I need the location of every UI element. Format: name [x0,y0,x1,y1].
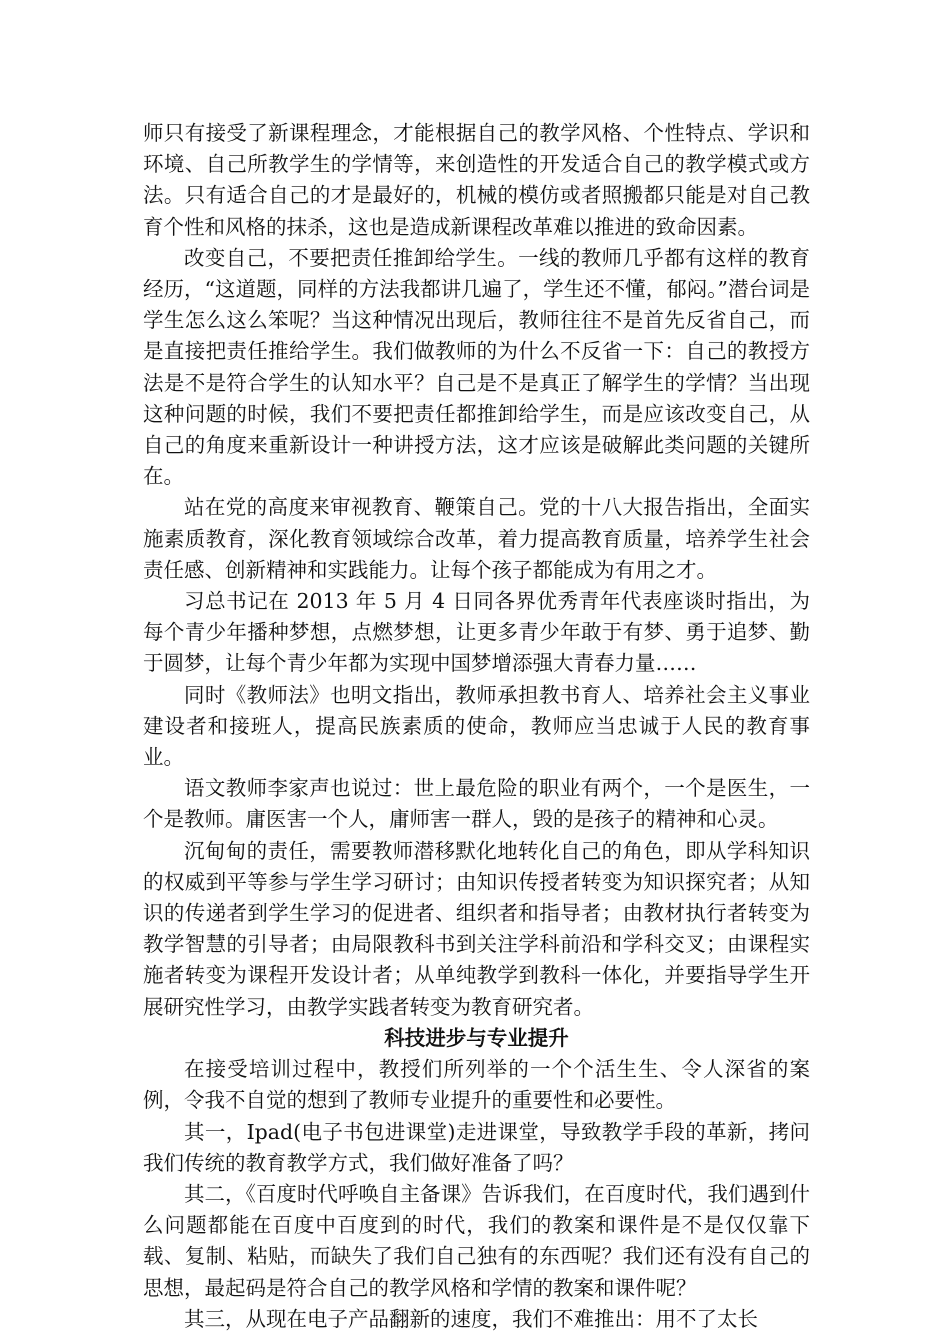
paragraph-5: 同时《教师法》也明文指出，教师承担教书育人、培养社会主义事业建设者和接班人，提高民族素质的使命，教师应当忠诚于人民的教育事业。 [143,682,810,770]
paragraph-4: 习总书记在 2013 年 5 月 4 日同各界优秀青年代表座谈时指出，为每个青少年播种梦想，点燃梦想，让更多青少年敢于有梦、勇于追梦、勤于圆梦，让每个青少年都为实现中国梦增添强大青春力量…… [143,589,810,676]
paragraph-10: 其二，《百度时代呼唤自主备课》告诉我们，在百度时代，我们遇到什么问题都能在百度中百度到的时代，我们的教案和课件是不是仅仅靠下载、复制、粘贴，而缺失了我们自己独有的东西呢？我们还有没有自己的思想，最起码是符合自己的教学风格和学情的教案和课件呢？ [143,1181,810,1300]
paragraph-9: 其一，Ipad(电子书包进课堂)走进课堂，导致教学手段的革新，拷问我们传统的教育教学方式，我们做好准备了吗？ [143,1119,810,1175]
paragraph-3: 站在党的高度来审视教育、鞭策自己。党的十八大报告指出，全面实施素质教育，深化教育领域综合改革，着力提高教育质量，培养学生社会责任感、创新精神和实践能力。让每个孩子都能成为有用之才。 [143,495,810,582]
paragraph-11: 其三，从现在电子产品翻新的速度，我们不难推出：用不了太长 [184,1306,758,1331]
paragraph-8: 在接受培训过程中，教授们所列举的一个个活生生、令人深省的案例，令我不自觉的想到了教师专业提升的重要性和必要性。 [143,1057,810,1113]
paragraph-6: 语文教师李家声也说过：世上最危险的职业有两个，一个是医生，一个是教师。庸医害一个人，庸师害一群人，毁的是孩子的精神和心灵。 [143,776,810,832]
paragraph-7: 沉甸甸的责任，需要教师潜移默化地转化自己的角色，即从学科知识的权威到平等参与学生学习研讨；由知识传授者转变为知识探究者；从知识的传递者到学生学习的促进者、组织者和指导者；由教材执行者转变为教学智慧的引导者；由局限教科书到关注学科前沿和学科交叉；由课程实施者转变为课程开发设计者；从单纯教学到教科一体化，并要指导学生开展研究性学习，由教学实践者转变为教育研究者。 [143,838,810,1019]
paragraph-2: 改变自己，不要把责任推卸给学生。一线的教师几乎都有这样的教育经历，“这道题，同样的方法我都讲几遍了，学生还不懂，郁闷。”潜台词是学生怎么这么笨呢？当这种情况出现后，教师往往不是首先反省自己，而是直接把责任推给学生。我们做教师的为什么不反省一下：自己的教授方法是不是符合学生的认知水平？自己是不是真正了解学生的学情？当出现这种问题的时候，我们不要把责任都推卸给学生，而是应该改变自己，从自己的角度来重新设计一种讲授方法，这才应该是破解此类问题的关键所在。 [143,245,810,489]
document-page [143,118,810,1335]
section-heading: 科技进步与专业提升 [384,1025,569,1050]
paragraph-1: 师只有接受了新课程理念，才能根据自己的教学风格、个性特点、学识和环境、自己所教学生的学情等，来创造性的开发适合自己的教学模式或方法。只有适合自己的才是最好的，机械的模仿或者照搬都只能是对自己教育个性和风格的抹杀，这也是造成新课程改革难以推进的致命因素。 [143,121,810,239]
